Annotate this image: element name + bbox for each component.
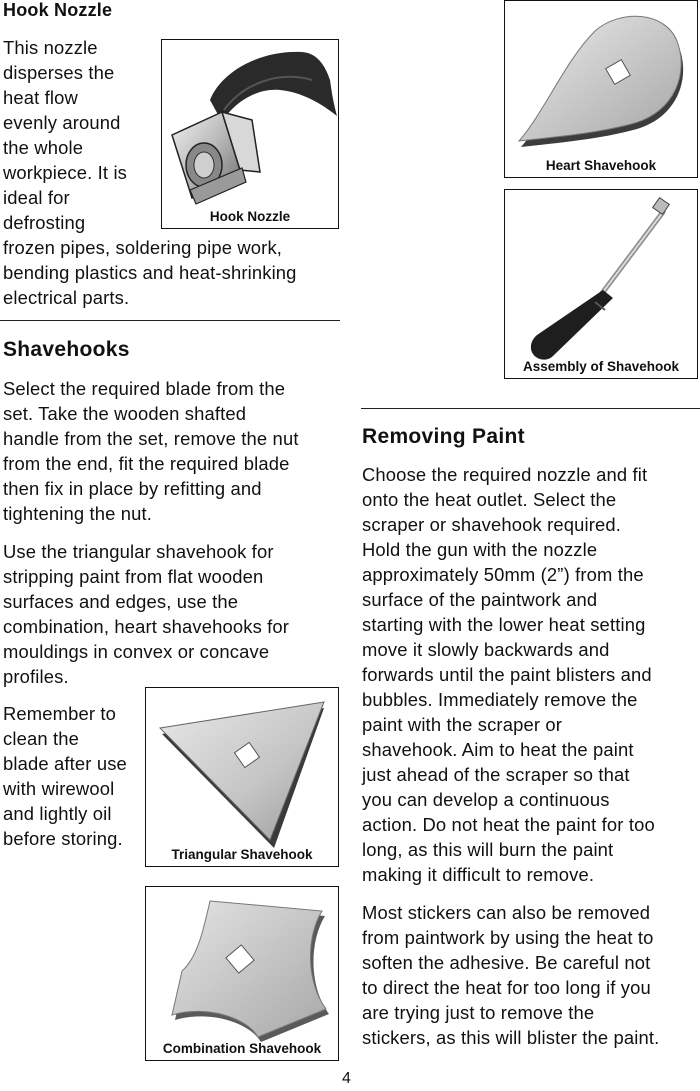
text-line: with wirewool — [3, 778, 115, 799]
shavehooks-para-2 — [3, 539, 343, 689]
figure-caption: Hook Nozzle — [209, 209, 291, 224]
text-line: starting with the lower heat setting — [362, 614, 646, 635]
assembly-shavehook-image — [505, 190, 698, 379]
section-divider — [0, 320, 340, 321]
text-line: and lightly oil — [3, 803, 112, 824]
text-line: bubbles. Immediately remove the — [362, 689, 638, 710]
text-line: move it slowly backwards and — [362, 639, 610, 660]
removing-paint-heading: Removing Paint — [362, 425, 525, 448]
figure-caption: Heart Shavehook — [545, 158, 657, 173]
text-line: scraper or shavehook required. — [362, 514, 622, 535]
text-line: Hold the gun with the nozzle — [362, 539, 598, 560]
section-divider — [361, 408, 700, 409]
text-line: defrosting — [3, 212, 86, 233]
text-line: soften the adhesive. Be careful not — [362, 952, 651, 973]
text-line: combination, heart shavehooks for — [3, 616, 290, 637]
text-line: paint with the scraper or — [362, 714, 563, 735]
hook-nozzle-text-narrow — [3, 35, 153, 235]
text-line: electrical parts. — [3, 287, 130, 308]
text-line: approximately 50mm (2”) from the — [362, 564, 644, 585]
hook-nozzle-image — [162, 40, 339, 229]
text-line: shavehook. Aim to heat the paint — [362, 739, 634, 760]
text-line: from paintwork by using the heat to — [362, 927, 654, 948]
text-line: action. Do not heat the paint for too — [362, 814, 655, 835]
text-line: Remember to — [3, 703, 117, 724]
text-line: you can develop a continuous — [362, 789, 610, 810]
text-line: evenly around — [3, 112, 121, 133]
text-line: clean the — [3, 728, 79, 749]
text-line: long, as this will burn the paint — [362, 839, 614, 860]
assembly-shavehook-figure — [504, 189, 698, 379]
text-line: disperses the — [3, 62, 115, 83]
hook-nozzle-heading: Hook Nozzle — [3, 0, 113, 20]
triangular-shavehook-image — [146, 688, 339, 867]
removing-paint-para-1 — [362, 462, 700, 887]
page-number: 4 — [342, 1070, 351, 1087]
text-line: then fix in place by refitting and — [3, 478, 262, 499]
text-line: just ahead of the scraper so that — [362, 764, 630, 785]
text-line: set. Take the wooden shafted — [3, 403, 247, 424]
text-line: handle from the set, remove the nut — [3, 428, 299, 449]
text-line: frozen pipes, soldering pipe work, — [3, 237, 283, 258]
text-line: blade after use — [3, 753, 127, 774]
text-line: tightening the nut. — [3, 503, 153, 524]
text-line: are trying just to remove the — [362, 1002, 595, 1023]
text-line: Choose the required nozzle and fit — [362, 464, 648, 485]
figure-caption: Combination Shavehook — [162, 1041, 322, 1056]
text-line: making it difficult to remove. — [362, 864, 595, 885]
text-line: Most stickers can also be removed — [362, 902, 651, 923]
figure-caption: Triangular Shavehook — [171, 847, 313, 862]
text-line: Use the triangular shavehook for — [3, 541, 274, 562]
text-line: workpiece. It is — [3, 162, 128, 183]
shavehooks-para-3 — [3, 701, 145, 851]
heart-shavehook-figure — [504, 0, 698, 178]
text-line: mouldings in convex or concave — [3, 641, 270, 662]
text-line: stripping paint from flat wooden — [3, 566, 264, 587]
text-line: This nozzle — [3, 37, 98, 58]
text-line: stickers, as this will blister the paint. — [362, 1027, 660, 1048]
text-line: forwards until the paint blisters and — [362, 664, 652, 685]
text-line: surface of the paintwork and — [362, 589, 598, 610]
text-line: before storing. — [3, 828, 123, 849]
heart-shavehook-image — [505, 1, 698, 178]
text-line: profiles. — [3, 666, 69, 687]
text-line: to direct the heat for too long if you — [362, 977, 651, 998]
text-line: heat flow — [3, 87, 78, 108]
text-line: ideal for — [3, 187, 70, 208]
combination-shavehook-figure — [145, 886, 339, 1061]
figure-caption: Assembly of Shavehook — [522, 359, 680, 374]
text-line: bending plastics and heat-shrinking — [3, 262, 297, 283]
text-line: onto the heat outlet. Select the — [362, 489, 617, 510]
text-line: the whole — [3, 137, 84, 158]
removing-paint-para-2 — [362, 900, 700, 1050]
text-line: Select the required blade from the — [3, 378, 286, 399]
text-line: surfaces and edges, use the — [3, 591, 239, 612]
shavehooks-heading: Shavehooks — [3, 338, 130, 361]
combination-shavehook-image — [146, 887, 339, 1061]
hook-nozzle-text-wide — [3, 235, 343, 310]
text-line: from the end, fit the required blade — [3, 453, 290, 474]
hook-nozzle-figure — [161, 39, 339, 229]
shavehooks-para-1 — [3, 376, 343, 526]
triangular-shavehook-figure — [145, 687, 339, 867]
